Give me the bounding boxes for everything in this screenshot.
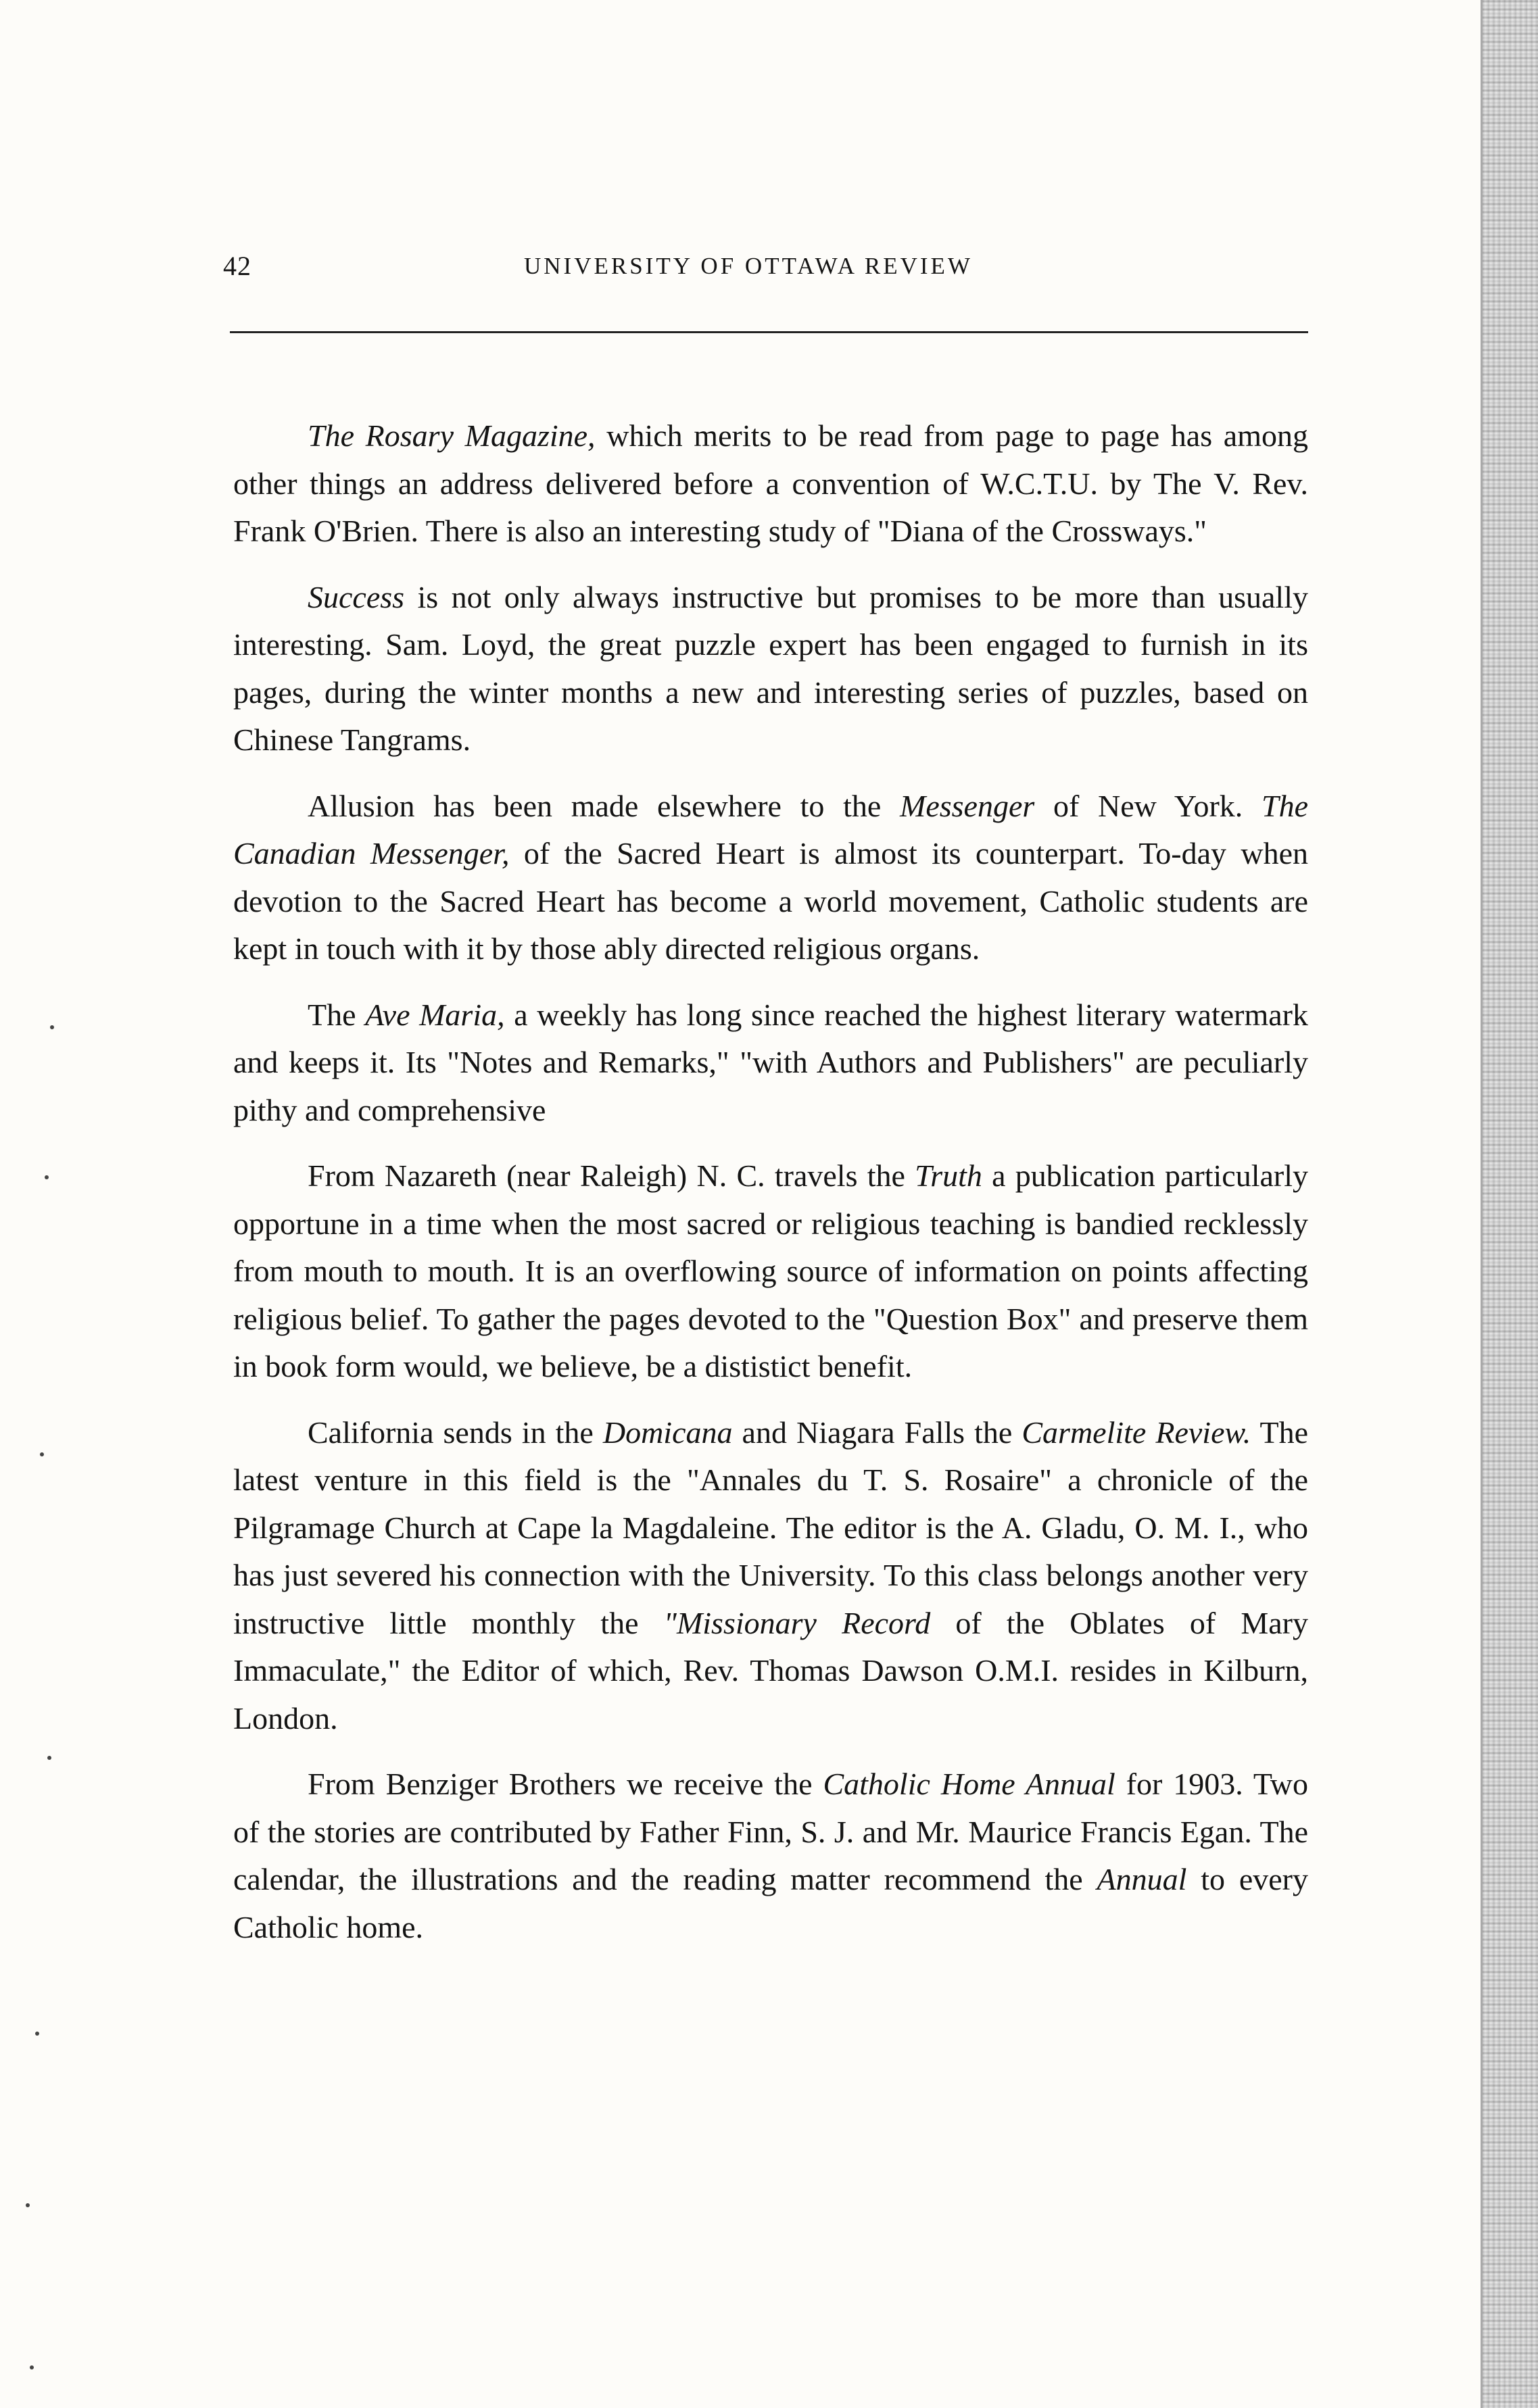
publication-title: The Canadian Messenger, bbox=[233, 788, 1309, 870]
paragraph-benziger bbox=[233, 1761, 1308, 1951]
paragraph-text: From Nazareth (near Raleigh) N. C. travels the bbox=[308, 1158, 915, 1193]
paragraph-text: to every Catholic home. bbox=[233, 1862, 1308, 1944]
paragraph-text: The bbox=[308, 997, 366, 1032]
paragraph-ave-maria bbox=[233, 991, 1308, 1135]
paragraph-text: of the Oblates of Mary Immaculate," the Editor of which, Rev. Thomas Dawson O.M.I. resides in Kilburn, London. bbox=[233, 1605, 1308, 1736]
publication-title: Carmelite Review. bbox=[1022, 1415, 1251, 1450]
paragraph-text: and Niagara Falls the bbox=[732, 1415, 1022, 1450]
page-number: 42 bbox=[223, 251, 251, 281]
paragraph-domicana bbox=[233, 1409, 1308, 1743]
paragraph-success bbox=[233, 574, 1308, 764]
scan-speck bbox=[30, 2365, 34, 2369]
publication-title: Ave Maria, bbox=[365, 997, 505, 1032]
paragraph-text: which merits to be read from page to page has among other things an address delivered before a convention of W.C.T.U. by The V. Rev. Frank O'Brien. There is also an interesting study of "Diana of the Crossways." bbox=[233, 418, 1308, 548]
publication-title: "Missionary Record bbox=[663, 1605, 931, 1640]
scan-speck bbox=[45, 1175, 49, 1179]
scan-speck bbox=[26, 2203, 30, 2207]
article-body bbox=[233, 412, 1308, 1969]
publication-title: Success bbox=[308, 579, 405, 614]
publication-title: Truth bbox=[915, 1158, 982, 1193]
journal-title: UNIVERSITY OF OTTAWA REVIEW bbox=[524, 253, 973, 279]
paragraph-text: The latest venture in this field is the "Annales du T. S. Rosaire" a chronicle of the Pilgramage Church at Cape la Magdaleine. The editor is the A. Gladu, O. M. I., who has just severed his connection with the University. To this class belongs another very instructive little monthly the bbox=[233, 1415, 1309, 1640]
scan-speck bbox=[40, 1452, 44, 1456]
paragraph-text: is not only always instructive but promises to be more than usually interesting. Sam. Loyd, the great puzzle expert has been engaged to furnish in its pages, during the winter months a new and interesting series of puzzles, based on Chinese Tangrams. bbox=[233, 579, 1308, 757]
paragraph-text: for 1903. Two of the stories are contributed by Father Finn, S. J. and Mr. Maurice Francis Egan. The calendar, the illustrations and the reading matter recommend the bbox=[233, 1767, 1309, 1896]
running-head bbox=[223, 250, 1305, 291]
publication-title: Domicana bbox=[602, 1415, 733, 1450]
scanned-page-edge bbox=[1481, 0, 1538, 2408]
paragraph-text: of New York. bbox=[1034, 788, 1262, 823]
paragraph-text: Allusion has been made elsewhere to the bbox=[308, 788, 900, 823]
publication-title: The Rosary Magazine, bbox=[308, 418, 596, 453]
paragraph-text: a publication particularly opportune in a time when the most sacred or religious teaching is bandied recklessly from mouth to mouth. It is an overflowing source of information on points affecting religious belief. To gather the pages devoted to the "Question Box" and preserve them in book form would, we believe, be a dististict benefit. bbox=[233, 1158, 1308, 1383]
paragraph-text: a weekly has long since reached the highest literary watermark and keeps it. Its "Notes and Remarks," "with Authors and Publishers" are peculiarly pithy and comprehensive bbox=[233, 997, 1308, 1127]
paragraph-text: California sends in the bbox=[308, 1415, 603, 1450]
header-rule bbox=[230, 331, 1308, 333]
paragraph-text: of the Sacred Heart is almost its counterpart. To-day when devotion to the Sacred Heart has become a world movement, Catholic students are kept in touch with it by those ably directed religious organs. bbox=[233, 836, 1309, 966]
scan-speck bbox=[47, 1756, 51, 1760]
scan-speck bbox=[35, 2032, 39, 2036]
paragraph-text: From Benziger Brothers we receive the bbox=[308, 1767, 823, 1801]
paragraph-truth bbox=[233, 1152, 1308, 1391]
paragraph-rosary-magazine bbox=[233, 412, 1308, 556]
scan-speck bbox=[50, 1025, 54, 1029]
publication-title: Annual bbox=[1097, 1862, 1187, 1896]
paragraph-messenger bbox=[233, 783, 1308, 973]
publication-title: Messenger bbox=[900, 788, 1035, 823]
publication-title: Catholic Home Annual bbox=[823, 1767, 1115, 1801]
scan-noise-margin bbox=[0, 0, 74, 2408]
